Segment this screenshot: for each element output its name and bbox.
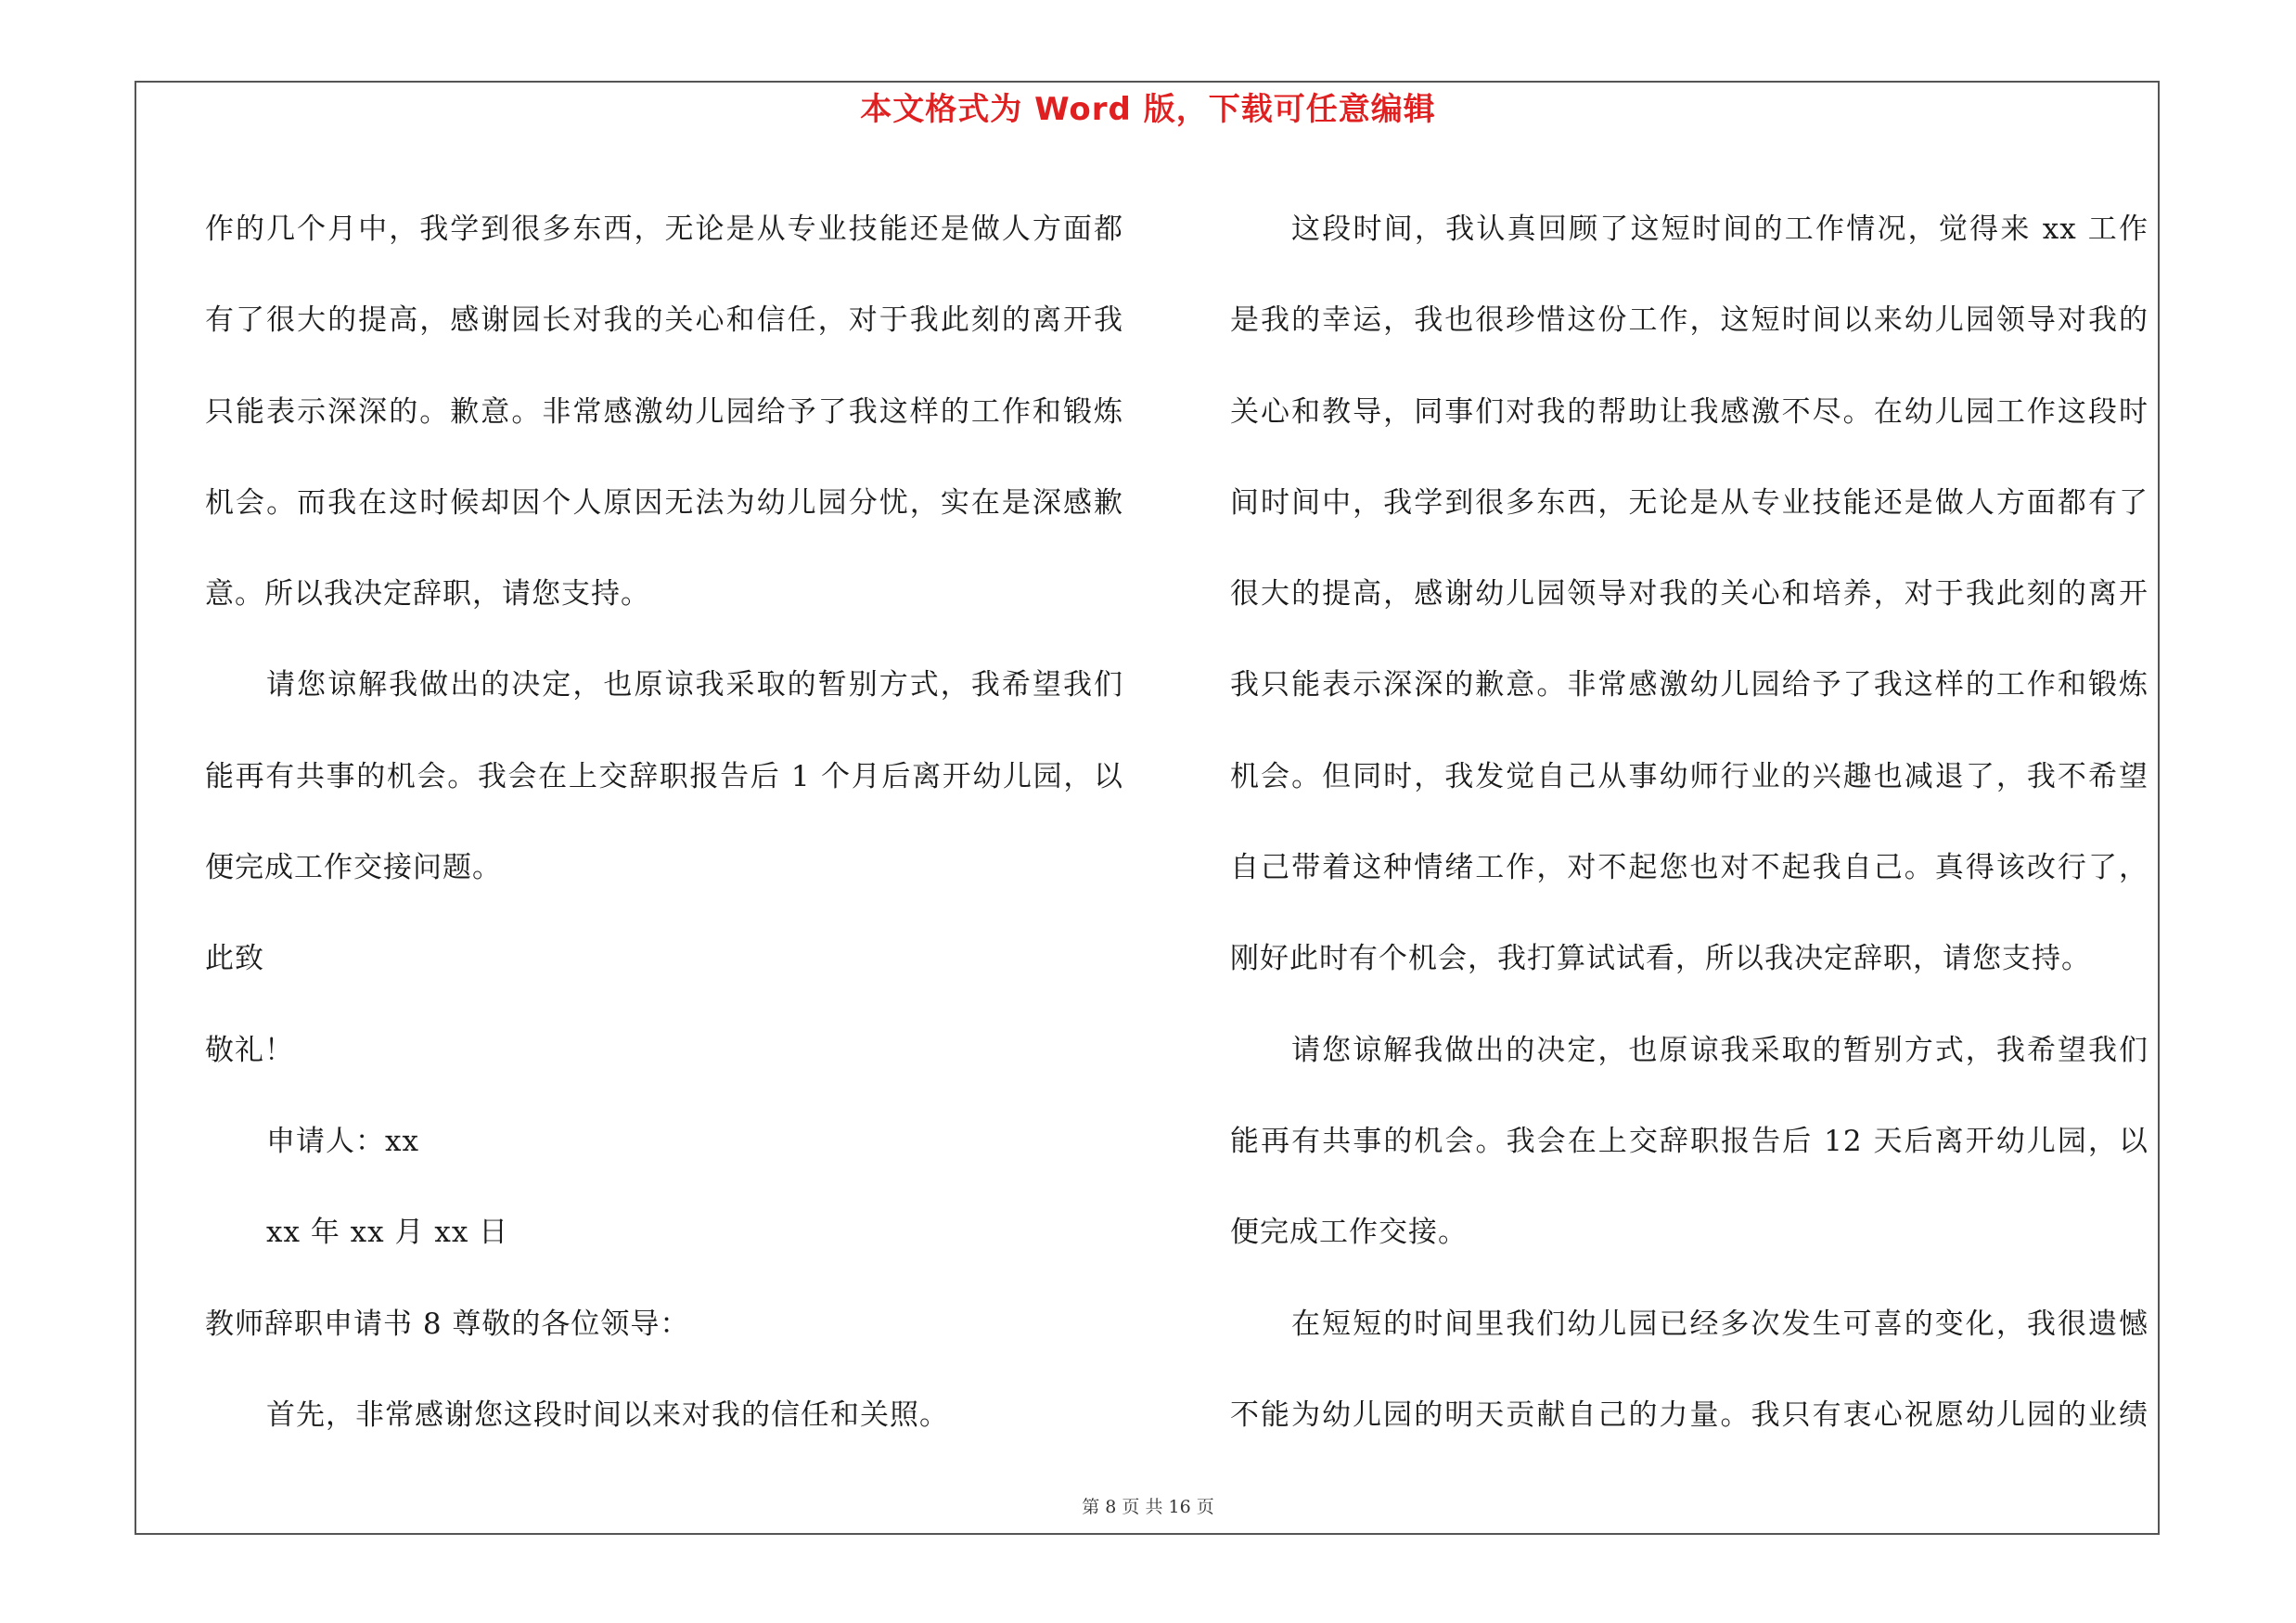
text-line: 只能表示深深的。歉意。非常感激幼儿园给予了我这样的工作和锻炼 xyxy=(205,394,1123,429)
text-line: 意。所以我决定辞职，请您支持。 xyxy=(205,577,650,612)
text-line: 关心和教导，同事们对我的帮助让我感激不尽。在幼儿园工作这段时 xyxy=(1230,394,2148,429)
text-line: 请您谅解我做出的决定，也原谅我采取的暂别方式，我希望我们 xyxy=(266,668,1123,702)
banner-title: 本文格式为 Word 版，下载可任意编辑 xyxy=(860,91,1436,128)
text-line: 刚好此时有个机会，我打算试试看，所以我决定辞职，请您支持。 xyxy=(1230,942,2091,976)
text-line: 便完成工作交接问题。 xyxy=(205,851,502,885)
text-line: 首先，非常感谢您这段时间以来对我的信任和关照。 xyxy=(266,1398,949,1432)
right-text-column xyxy=(1230,184,2148,1461)
text-line: 我只能表示深深的歉意。非常感激幼儿园给予了我这样的工作和锻炼 xyxy=(1230,668,2148,702)
text-line: 便完成工作交接。 xyxy=(1230,1216,1468,1250)
text-line: 间时间中，我学到很多东西，无论是从专业技能还是做人方面都有了 xyxy=(1230,485,2148,520)
text-line: 不能为幼儿园的明天贡献自己的力量。我只有衷心祝愿幼儿园的业绩 xyxy=(1230,1398,2148,1432)
text-line: xx 年 xx 月 xx 日 xyxy=(266,1216,509,1250)
text-line: 能再有共事的机会。我会在上交辞职报告后 1 个月后离开幼儿园，以 xyxy=(205,759,1123,793)
text-line: 申请人：xx xyxy=(266,1124,419,1158)
text-line: 机会。但同时，我发觉自己从事幼师行业的兴趣也减退了，我不希望 xyxy=(1230,759,2148,793)
text-line: 敬礼！ xyxy=(205,1033,294,1067)
text-line: 有了很大的提高，感谢园长对我的关心和信任，对于我此刻的离开我 xyxy=(205,303,1123,338)
text-line: 是我的幸运，我也很珍惜这份工作，这短时间以来幼儿园领导对我的 xyxy=(1230,303,2148,338)
text-line: 这段时间，我认真回顾了这短时间的工作情况，觉得来 xx 工作 xyxy=(1291,213,2148,246)
text-line: 自己带着这种情绪工作，对不起您也对不起我自己。真得该改行了， xyxy=(1230,851,2148,885)
page-number-footer: 第 8 页 共 16 页 xyxy=(1082,1497,1214,1517)
text-line: 能再有共事的机会。我会在上交辞职报告后 12 天后离开幼儿园，以 xyxy=(1230,1124,2148,1158)
text-line: 教师辞职申请书 8 尊敬的各位领导： xyxy=(205,1307,690,1341)
text-line: 机会。而我在这时候却因个人原因无法为幼儿园分忧，实在是深感歉 xyxy=(205,485,1123,520)
text-line: 在短短的时间里我们幼儿园已经多次发生可喜的变化，我很遗憾 xyxy=(1291,1307,2148,1341)
text-line: 此致 xyxy=(205,942,264,976)
text-line: 请您谅解我做出的决定，也原谅我采取的暂别方式，我希望我们 xyxy=(1291,1033,2148,1067)
text-line: 作的几个月中，我学到很多东西，无论是从专业技能还是做人方面都 xyxy=(205,213,1123,246)
text-line: 很大的提高，感谢幼儿园领导对我的关心和培养，对于我此刻的离开 xyxy=(1230,577,2148,612)
left-text-column xyxy=(205,184,1123,1461)
